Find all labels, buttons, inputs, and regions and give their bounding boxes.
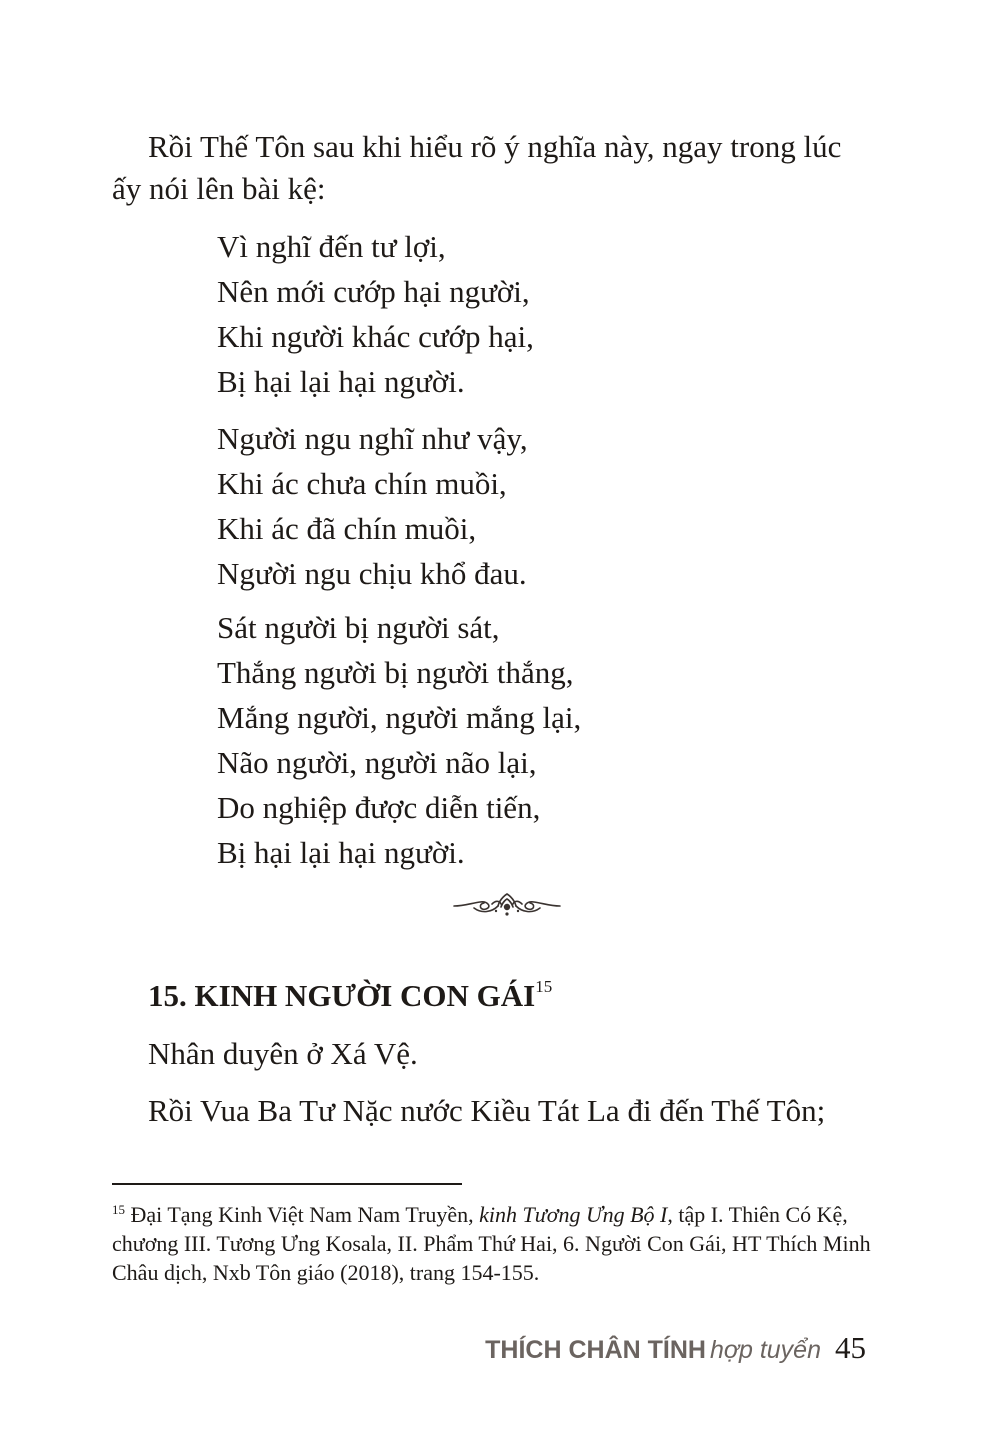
verse-line: Não người, người não lại, — [217, 745, 537, 780]
body-line-1: Nhân duyên ở Xá Vệ. — [148, 1036, 418, 1071]
verse-stanza-2 — [217, 416, 528, 596]
footnote-italic-title: kinh Tương Ưng Bộ I — [479, 1202, 668, 1227]
verse-line: Mắng người, người mắng lại, — [217, 700, 582, 735]
section-heading-text: 15. KINH NGƯỜI CON GÁI — [148, 978, 536, 1013]
page-number: 45 — [835, 1330, 866, 1365]
verse-line: Sát người bị người sát, — [217, 610, 500, 645]
footnote-text-1: Đại Tạng Kinh Việt Nam Nam Truyền, — [130, 1202, 474, 1227]
section-heading — [148, 972, 552, 1020]
verse-line: Bị hại lại hại người. — [217, 364, 465, 399]
intro-paragraph — [112, 126, 872, 210]
verse-line: Nên mới cướp hại người, — [217, 274, 530, 309]
footnote — [112, 1200, 872, 1287]
verse-line: Người ngu nghĩ như vậy, — [217, 421, 528, 456]
verse-line: Do nghiệp được diễn tiến, — [217, 790, 541, 825]
verse-line: Thắng người bị người thắng, — [217, 655, 574, 690]
verse-line: Vì nghĩ đến tư lợi, — [217, 229, 446, 264]
verse-stanza-3 — [217, 605, 581, 875]
verse-line: Khi người khác cướp hại, — [217, 319, 534, 354]
verse-line: Khi ác đã chín muồi, — [217, 511, 477, 546]
footnote-marker: 15 — [112, 1202, 125, 1217]
verse-line: Khi ác chưa chín muồi, — [217, 466, 507, 501]
body-line-2: Rồi Vua Ba Tư Nặc nước Kiều Tát La đi đến Thế Tôn; — [148, 1093, 826, 1128]
intro-text: Rồi Thế Tôn sau khi hiểu rõ ý nghĩa này, ngay trong lúc ấy nói lên bài kệ: — [112, 129, 842, 206]
footer-subtitle: hợp tuyển — [709, 1336, 821, 1364]
footnote-text-2: , tập I. Thiên Có Kệ, chương III. Tương Ưng Kosala, II. Phẩm Thứ Hai, 6. Người Con Gái, HT Thích Minh Châu dịch, Nxb Tôn giáo (2018), trang 154-155. — [112, 1202, 871, 1285]
page-footer — [485, 1328, 866, 1374]
footnote-divider — [112, 1183, 462, 1185]
footnote-reference[interactable]: 15 — [535, 977, 553, 996]
verse-line: Người ngu chịu khổ đau. — [217, 556, 527, 591]
verse-line: Bị hại lại hại người. — [217, 835, 465, 870]
verse-stanza-1 — [217, 224, 534, 404]
footer-author: THÍCH CHÂN TÍNH — [485, 1336, 706, 1364]
ornament-divider-icon — [452, 890, 562, 920]
